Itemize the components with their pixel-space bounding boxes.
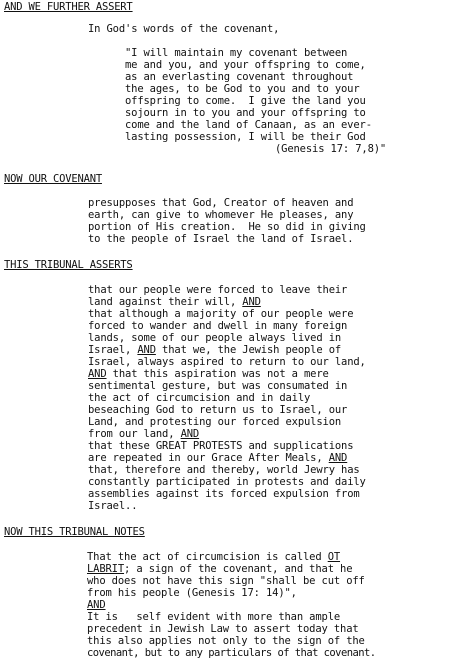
body-line: Land, and protesting our forced expulsion xyxy=(88,416,342,428)
body-line: portion of His creation. He so did in giving xyxy=(88,221,366,233)
body-line: AND that this aspiration was not a mere xyxy=(88,368,329,380)
body-line: who does not have this sign "shall be cut off xyxy=(87,575,365,587)
body-line: the act of circumcision and in daily xyxy=(88,392,311,404)
body-line: earth, can give to whomever He pleases, any xyxy=(88,209,354,221)
quote-line: sojourn in to you and your offspring to xyxy=(125,107,366,119)
body-line: Israel, always aspired to return to our land, xyxy=(88,356,366,368)
quote-line: as an everlasting covenant throughout xyxy=(125,71,354,83)
body-line: to the people of Israel the land of Israel. xyxy=(88,233,354,245)
body-line: precedent in Jewish Law to assert today that xyxy=(87,623,359,635)
quote-line: "I will maintain my covenant between xyxy=(125,47,348,59)
quote-line: come and the land of Canaan, as an ever- xyxy=(125,119,372,131)
body-line: from his people (Genesis 17: 14)", xyxy=(87,587,297,599)
and-connector: AND xyxy=(88,368,107,380)
quote-line: the ages, to be God to you and to your xyxy=(125,83,360,95)
body-line: constantly participated in protests and daily xyxy=(88,476,366,488)
body-line: are repeated in our Grace After Meals, AND xyxy=(88,452,348,464)
body-line: lands, some of our people always lived in xyxy=(88,332,342,344)
body-line: that these GREAT PROTESTS and supplications xyxy=(88,440,354,452)
ot-labrit-term: OT xyxy=(327,551,341,563)
body-line: that, therefore and thereby, world Jewry has xyxy=(88,464,360,476)
body-line: beseaching God to return us to Israel, our xyxy=(88,404,348,416)
citation: (Genesis 17: 7,8)" xyxy=(275,143,387,155)
and-connector: AND xyxy=(242,296,261,308)
body-line: that although a majority of our people were xyxy=(88,308,354,320)
quote-line: me and you, and your offspring to come, xyxy=(125,59,366,71)
heading-this-tribunal-asserts: THIS TRIBUNAL ASSERTS xyxy=(4,259,133,271)
and-connector: AND xyxy=(180,428,200,440)
and-connector: AND xyxy=(87,599,106,611)
body-line: covenant, but to any particulars of that covenant. xyxy=(87,647,376,659)
body-line: It is self evident with more than ample xyxy=(87,611,341,623)
body-line: Israel, AND that we, the Jewish people of xyxy=(88,344,342,356)
body-line: this also applies not only to the sign of the xyxy=(87,635,365,647)
heading-and-we-further-assert: AND WE FURTHER ASSERT xyxy=(4,1,133,13)
body-line: That the act of circumcision is called OT xyxy=(87,551,341,563)
and-connector: AND xyxy=(137,344,156,356)
body-line: from our land, AND xyxy=(88,428,200,440)
body-line: that our people were forced to leave their xyxy=(88,284,348,296)
and-connector: AND xyxy=(328,452,348,464)
body-line xyxy=(87,599,106,611)
body-line: Israel.. xyxy=(88,500,138,512)
heading-now-this-tribunal-notes: NOW THIS TRIBUNAL NOTES xyxy=(4,526,145,538)
ot-labrit-term: LABRIT xyxy=(87,563,125,575)
body-line: LABRIT; a sign of the covenant, and that he xyxy=(87,563,353,575)
heading-now-our-covenant: NOW OUR COVENANT xyxy=(4,173,102,185)
quote-line: lasting possession, I will be their God xyxy=(125,131,366,143)
body-line: sentimental gesture, but was consumated in xyxy=(88,380,348,392)
body-line: assemblies against its forced expulsion from xyxy=(88,488,360,500)
body-line: presupposes that God, Creator of heaven and xyxy=(88,197,354,209)
quote-line: offspring to come. I give the land you xyxy=(125,95,366,107)
body-line: forced to wander and dwell in many foreign xyxy=(88,320,348,332)
body-line: land against their will, AND xyxy=(88,296,261,308)
intro-line: In God's words of the covenant, xyxy=(88,23,280,35)
